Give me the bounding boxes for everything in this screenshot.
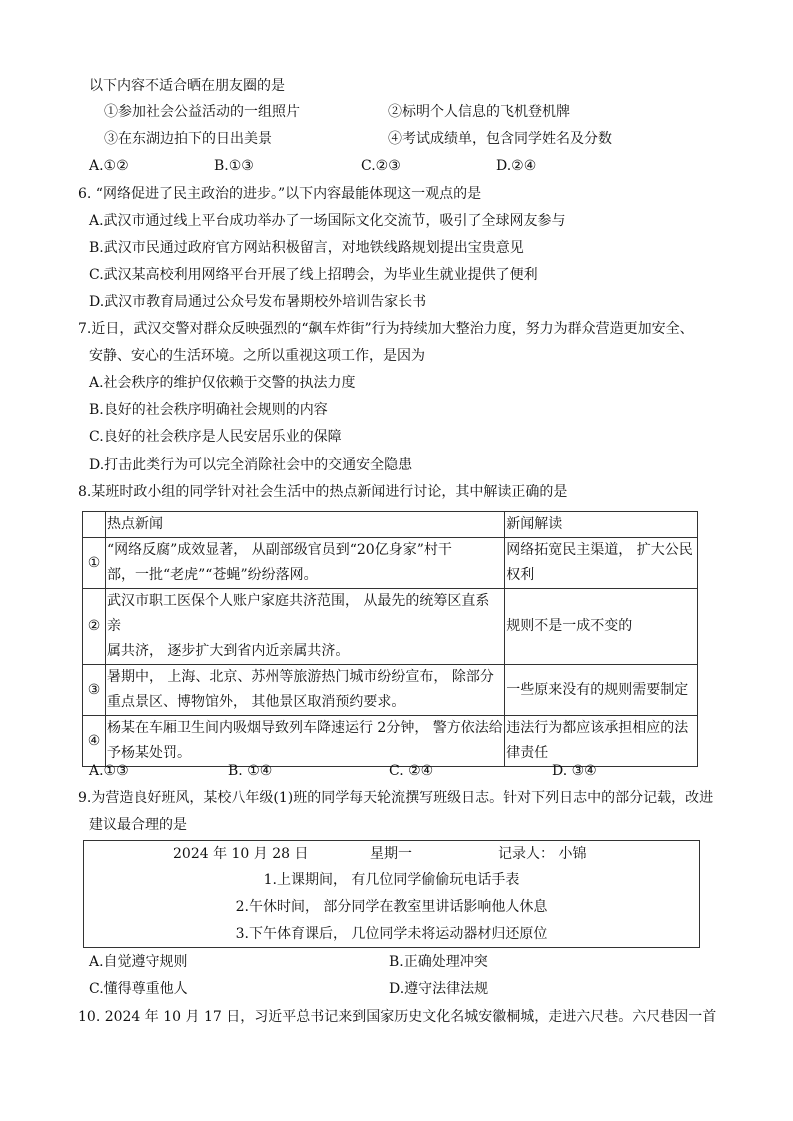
q8-stem: 8.某班时政小组的同学针对社会生活中的热点新闻进行讨论，其中解读正确的是: [78, 484, 568, 500]
q9-option-d: D.遵守法律法规: [389, 981, 489, 997]
log-entry: 1.上课期间， 有几位同学偷偷玩电话手表: [263, 872, 520, 888]
q9-stem-line-1: 9.为营造良好班风，某校八年级(1)班的同学每天轮流撰写班级日志。针对下列日志中的部分记载，改进: [78, 790, 714, 806]
q10-stem: 10. 2024 年 10 月 17 日，习近平总书记来到国家历史文化名城安徽桐城，走进六尺巷。六尺巷因一首: [78, 1009, 717, 1025]
q8-option-c: C. ②④: [389, 763, 434, 779]
q8-option-a: A.①③: [89, 763, 129, 779]
news-cell: [105, 716, 504, 767]
header-interpretation: 新闻解读: [505, 512, 698, 538]
interp-line: 权利: [506, 567, 535, 583]
log-entry: 3.下午体育课后， 几位同学未将运动器材归还原位: [235, 926, 548, 942]
q6-option-a: A.武汉市通过线上平台成功举办了一场国际文化交流节，吸引了全球网友参与: [89, 213, 566, 229]
log-recorder: 记录人： 小锦: [498, 846, 587, 862]
row-number: ②: [83, 589, 106, 665]
news-line: 重点景区、博物馆外， 其他景区取消预约要求。: [106, 694, 406, 710]
interp-line: 网络拓宽民主渠道， 扩大公民: [506, 542, 693, 558]
news-line: 予杨某处罚。: [106, 745, 191, 761]
log-weekday: 星期一: [370, 846, 412, 862]
q5-option-d: D.②④: [496, 158, 537, 174]
log-entry: 2.午休时间， 部分同学在教室里讲话影响他人休息: [235, 899, 548, 915]
log-date: 2024 年 10 月 28 日: [173, 846, 309, 862]
table-row: [83, 589, 698, 665]
table-header-row: [83, 512, 698, 538]
q5-item-2: ②标明个人信息的飞机登机牌: [388, 104, 570, 120]
news-table: [82, 511, 698, 767]
q5-item-3: ③在东湖边拍下的日出美景: [104, 131, 272, 147]
table-row: [83, 538, 698, 589]
news-line: 部，一批“老虎”“苍蝇”纷纷落网。: [106, 567, 318, 583]
q8-option-b: B. ①④: [228, 763, 273, 779]
interp-cell: 一些原来没有的规则需要制定: [505, 665, 698, 716]
q7-option-c: C.良好的社会秩序是人民安居乐业的保障: [89, 429, 342, 445]
row-number: ④: [83, 716, 106, 767]
news-cell: [105, 538, 504, 589]
news-cell: [105, 589, 504, 665]
q8-option-d: D. ③④: [552, 763, 597, 779]
class-log-box: [83, 840, 700, 948]
q5-item-4: ④考试成绩单，包含同学姓名及分数: [388, 131, 612, 147]
row-number: ①: [83, 538, 106, 589]
interp-cell: 规则不是一成不变的: [505, 589, 698, 665]
row-number: ③: [83, 665, 106, 716]
q9-option-b: B.正确处理冲突: [389, 954, 488, 970]
q9-stem-line-2: 建议最合理的是: [89, 817, 187, 833]
interp-line: 律责任: [506, 745, 549, 761]
q5-option-c: C.②③: [361, 158, 401, 174]
q5-option-b: B.①③: [214, 158, 254, 174]
q7-option-a: A.社会秩序的维护仅依赖于交警的执法力度: [89, 375, 356, 391]
news-line: 暑期中， 上海、北京、苏州等旅游热门城市纷纷宣布， 除部分: [106, 669, 494, 685]
interp-line: 违法行为都应该承担相应的法: [506, 720, 689, 736]
q7-option-b: B.良好的社会秩序明确社会规则的内容: [89, 402, 328, 418]
q7-stem-line-2: 安静、安心的生活环境。之所以重视这项工作，是因为: [89, 348, 425, 364]
news-line: 属共济， 逐步扩大到省内近亲属共济。: [106, 643, 350, 659]
q5-item-1: ①参加社会公益活动的一组照片: [104, 104, 300, 120]
news-cell: [105, 665, 504, 716]
q5-stem: 以下内容不适合晒在朋友圈的是: [89, 78, 285, 94]
table-row: [83, 665, 698, 716]
interp-cell: [505, 716, 698, 767]
q6-stem: 6. “网络促进了民主政治的进步。”以下内容最能体现这一观点的是: [78, 186, 482, 202]
q6-option-b: B.武汉市民通过政府官方网站积极留言，对地铁线路规划提出宝贵意见: [89, 240, 524, 256]
news-line: 武汉市职工医保个人账户家庭共济范围， 从最先的统筹区直系亲: [106, 593, 490, 634]
news-line: 杨某在车厢卫生间内吸烟导致列车降速运行 2分钟， 警方依法给: [106, 720, 503, 736]
interp-cell: [505, 538, 698, 589]
q6-option-d: D.武汉市教育局通过公众号发布暑期校外培训告家长书: [89, 294, 427, 310]
q7-option-d: D.打击此类行为可以完全消除社会中的交通安全隐患: [89, 457, 413, 473]
header-news: 热点新闻: [105, 512, 504, 538]
news-line: “网络反腐”成效显著， 从副部级官员到“20亿身家”村干: [106, 542, 452, 558]
q6-option-c: C.武汉某高校利用网络平台开展了线上招聘会，为毕业生就业提供了便利: [89, 267, 538, 283]
q5-option-a: A.①②: [89, 158, 129, 174]
q7-stem-line-1: 7.近日，武汉交警对群众反映强烈的“飙车炸街”行为持续加大整治力度，努力为群众营造更加安全、: [78, 321, 694, 337]
q9-option-c: C.懂得尊重他人: [89, 981, 188, 997]
table-row: [83, 716, 698, 767]
q9-option-a: A.自觉遵守规则: [89, 954, 188, 970]
